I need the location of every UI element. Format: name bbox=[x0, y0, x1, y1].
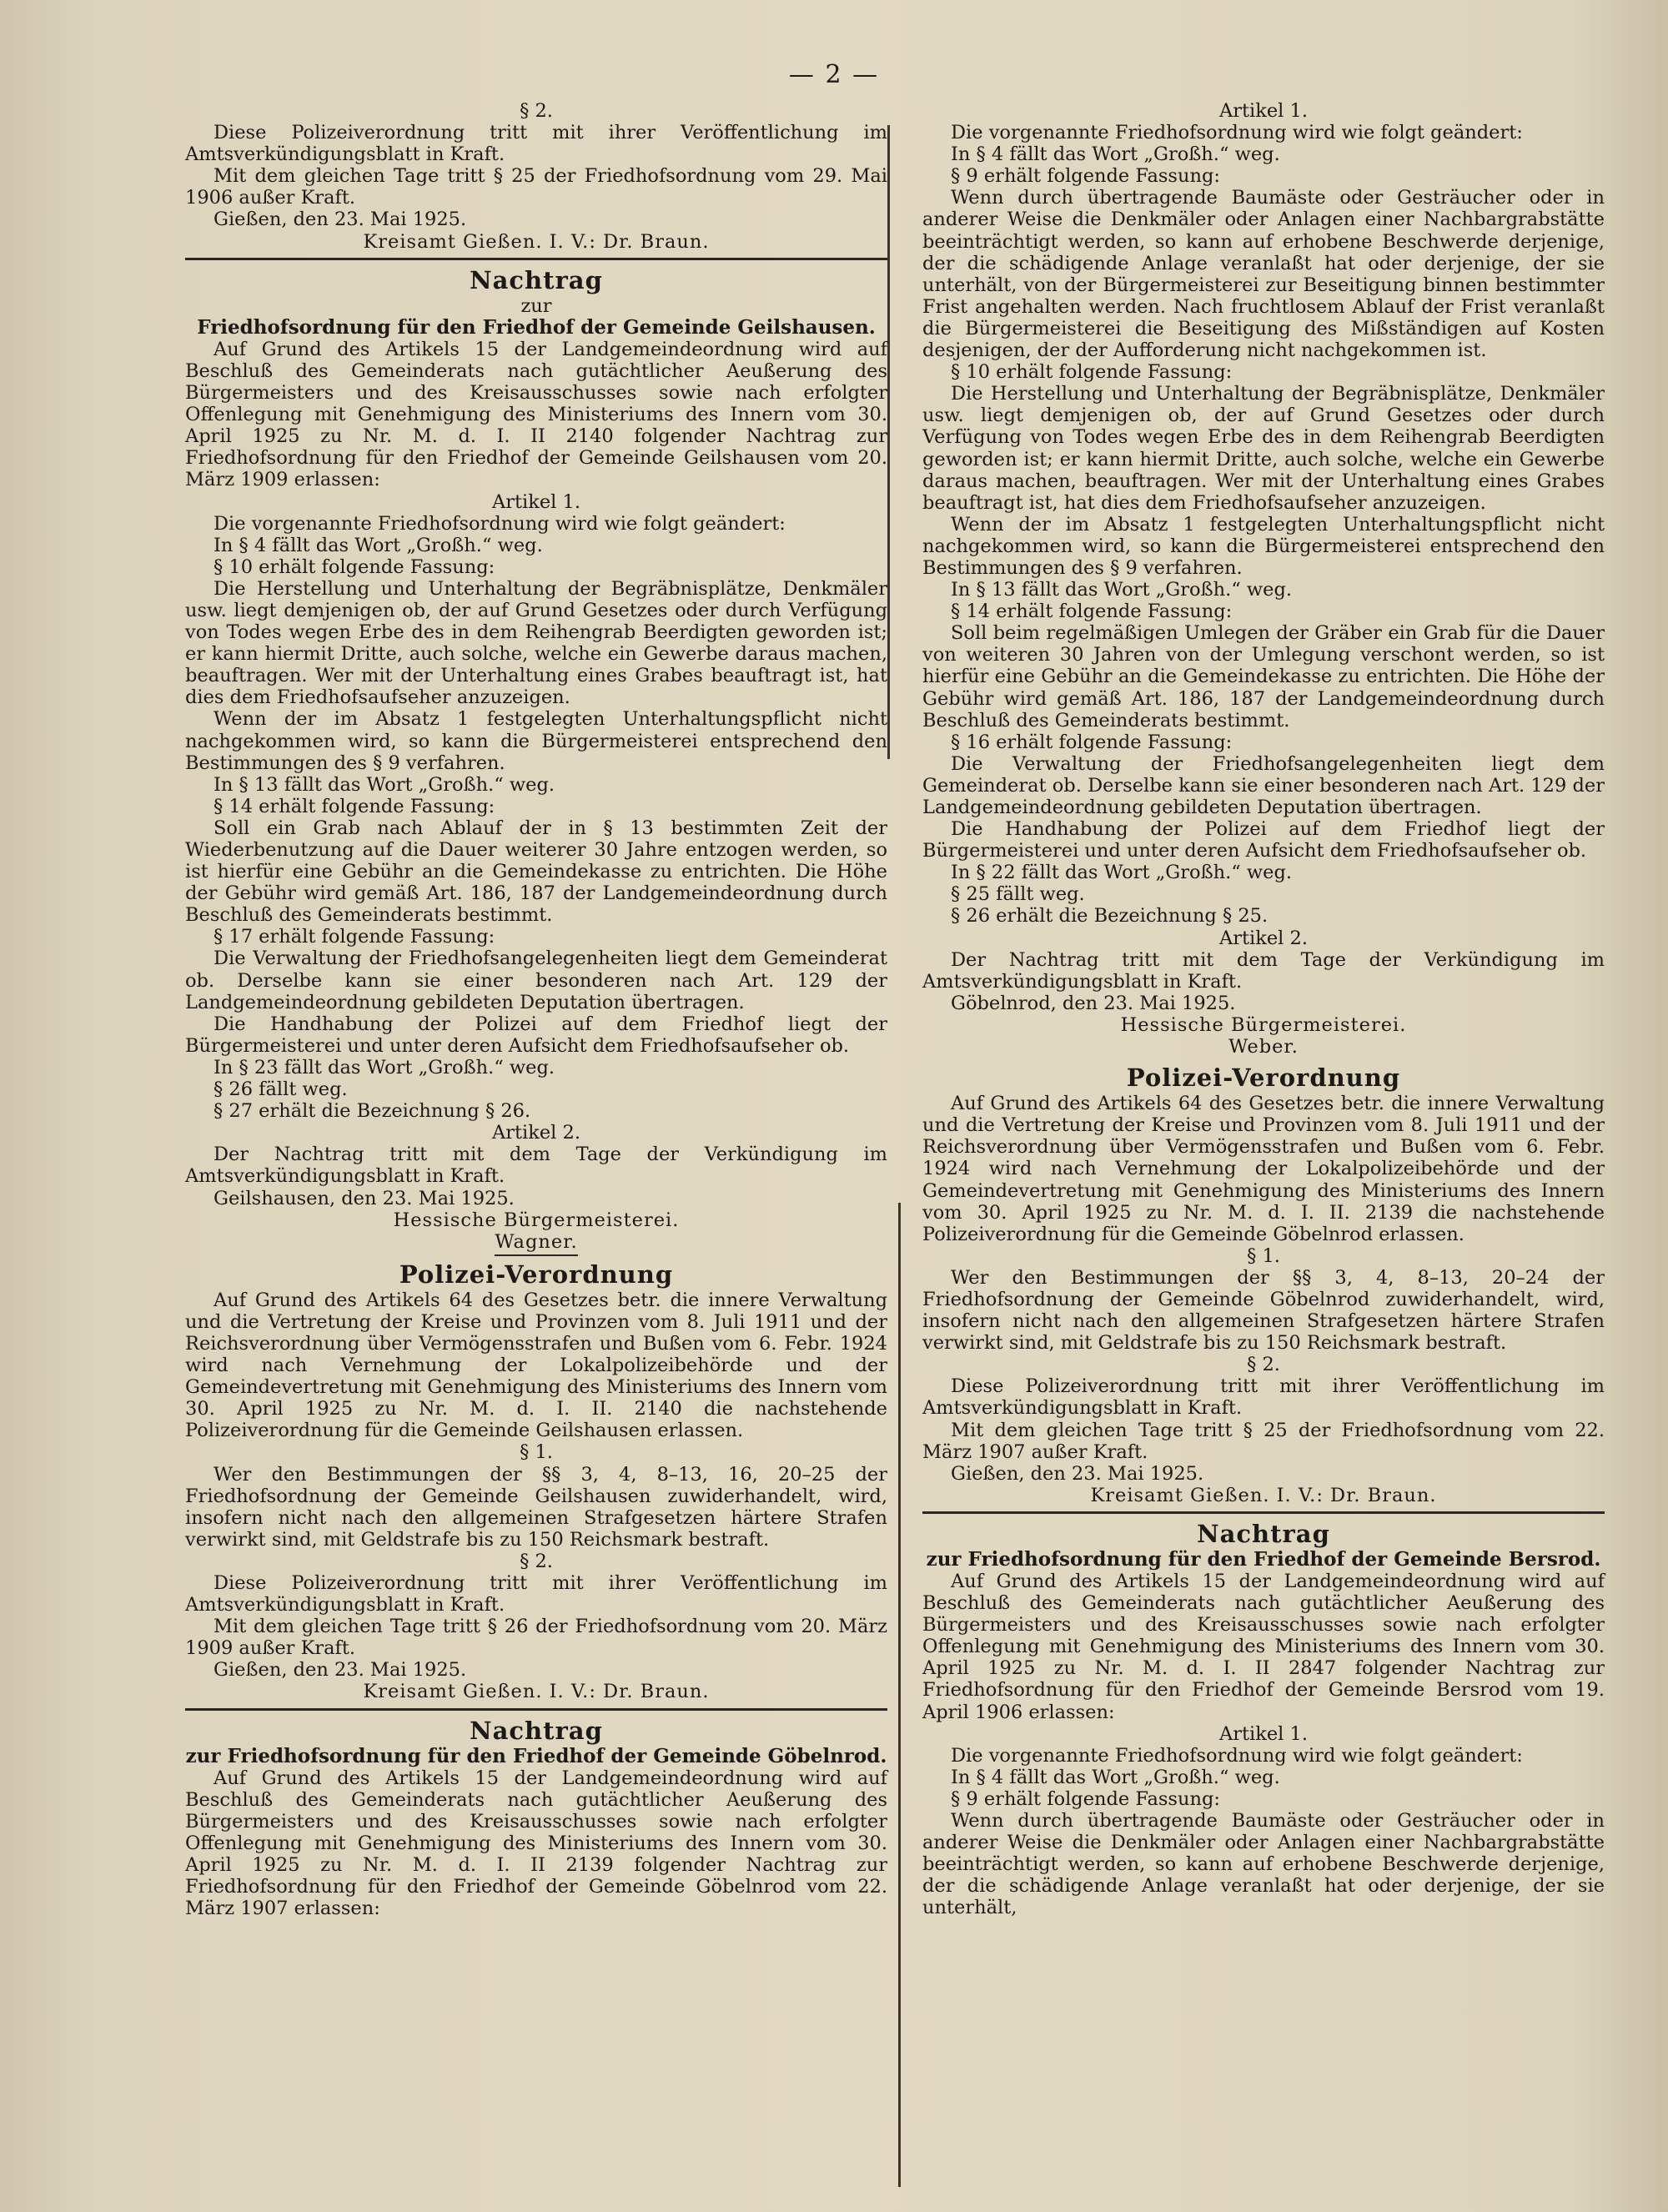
paragraph: Wenn der im Absatz 1 festgelegten Unterhaltungspflicht nicht nachgekommen wird, so kann die Bürgermeisterei entsprechend den Bestimmungen des § 9 verfahren. bbox=[922, 513, 1605, 579]
centered-line: § 1. bbox=[1247, 1244, 1280, 1267]
centered-line: § 1. bbox=[520, 1441, 553, 1464]
paragraph: Auf Grund des Artikels 64 des Gesetzes betr. die innere Verwaltung und die Vertretung der Kreise und Provinzen vom 8. Juli 1911 und der Reichsverordnung über Vermögensstrafen und Bußen vom 6. Febr. 1924 wird nach Vernehmung der Lokalpolizeibehörde und der Gemeindevertretung mit Genehmigung des Ministeriums des Innern vom 30. April 1925 zu Nr. M. d. I. II. 2139 die nachstehende Polizeiverordnung für die Gemeinde Göbelnrod erlassen. bbox=[922, 1093, 1605, 1245]
signature-line: Weber. bbox=[1228, 1036, 1299, 1058]
paragraph: § 27 erhält die Bezeichnung § 26. bbox=[214, 1100, 531, 1123]
centered-line: Artikel 2. bbox=[1218, 927, 1308, 949]
paragraph: Die vorgenannte Friedhofsordnung wird wie folgt geändert: bbox=[951, 1744, 1523, 1767]
paragraph: Die Handhabung der Polizei auf dem Friedhof liegt der Bürgermeisterei und unter deren Aufsicht dem Friedhofsaufseher ob. bbox=[185, 1013, 887, 1057]
paragraph: Diese Polizeiverordnung tritt mit ihrer Veröffentlichung im Amtsverkündigungsblatt in Kraft. bbox=[185, 122, 887, 166]
centered-line: Artikel 1. bbox=[491, 490, 580, 513]
centered-line: zur bbox=[520, 294, 552, 317]
paragraph: Gießen, den 23. Mai 1925. bbox=[214, 209, 467, 231]
paragraph: Die vorgenannte Friedhofsordnung wird wie folgt geändert: bbox=[951, 122, 1523, 144]
paragraph: § 14 erhält folgende Fassung: bbox=[951, 601, 1233, 623]
centered-line: § 2. bbox=[520, 100, 553, 122]
paragraph: Die Herstellung und Unterhaltung der Begräbnisplätze, Denkmäler usw. liegt demjenigen ob, der auf Grund Gesetzes oder durch Verfügung von Todes wegen Erbe des in dem Reihengrab Beerdigten geworden ist; er kann hiermit Dritte, auch solche, welche ein Gewerbe daraus machen, beauftragen. Wer mit der Unterhaltung eines Grabes beauftragt ist, hat dies dem Friedhofsaufseher anzuzeigen. bbox=[922, 383, 1605, 514]
section-subheading: zur Friedhofsordnung für den Friedhof der Gemeinde Göbelnrod. bbox=[185, 1744, 887, 1767]
section-divider bbox=[185, 1708, 887, 1711]
paragraph: Auf Grund des Artikels 15 der Landgemeindeordnung wird auf Beschluß des Gemeinderats nach gutächtlicher Aeußerung des Bürgermeisters und des Kreisausschusses sowie nach erfolgter Offenlegung mit Genehmigung des Ministeriums des Innern vom 30. April 1925 zu Nr. M. d. I. II 2847 folgender Nachtrag zur Friedhofsordnung für den Friedhof der Gemeinde Bersrod vom 19. April 1906 erlassen: bbox=[922, 1571, 1605, 1723]
paragraph: § 26 erhält die Bezeichnung § 25. bbox=[951, 905, 1269, 928]
paragraph: Göbelnrod, den 23. Mai 1925. bbox=[951, 992, 1236, 1014]
paragraph: In § 22 fällt das Wort „Großh.“ weg. bbox=[951, 862, 1293, 884]
paragraph: Die Verwaltung der Friedhofsangelegenheiten liegt dem Gemeinderat ob. Derselbe kann sie einer besonderen nach Art. 129 der Landgemeindeordnung gebildeten Deputation übertragen. bbox=[185, 948, 887, 1013]
paragraph: Die vorgenannte Friedhofsordnung wird wie folgt geändert: bbox=[214, 512, 786, 535]
paragraph: § 16 erhält folgende Fassung: bbox=[951, 731, 1233, 753]
section-subheading: Friedhofsordnung für den Friedhof der Gemeinde Geilshausen. bbox=[197, 315, 876, 339]
centered-line: Artikel 1. bbox=[1218, 100, 1308, 122]
paragraph: § 26 fällt weg. bbox=[214, 1078, 348, 1101]
column-divider-upper bbox=[887, 125, 890, 759]
paragraph: Wer den Bestimmungen der §§ 3, 4, 8–13, 16, 20–25 der Friedhofsordnung der Gemeinde Geilshausen zuwiderhandelt, wird, insofern nicht nach den allgemeinen Strafgesetzen härtere Strafen verwirkt sind, mit Geldstrafe bis zu 150 Reichsmark bestraft. bbox=[185, 1463, 887, 1551]
section-heading: Nachtrag bbox=[470, 1716, 603, 1745]
paragraph: Auf Grund des Artikels 15 der Landgemeindeordnung wird auf Beschluß des Gemeinderats nach gutächtlicher Aeußerung des Bürgermeisters und des Kreisausschusses sowie nach erfolgter Offenlegung mit Genehmigung des Ministeriums des Innern vom 30. April 1925 zu Nr. M. d. I. II 2140 folgender Nachtrag zur Friedhofsordnung für den Friedhof der Gemeinde Geilshausen vom 20. März 1909 erlassen: bbox=[185, 338, 887, 491]
paragraph: Mit dem gleichen Tage tritt § 25 der Friedhofsordnung vom 29. Mai 1906 außer Kraft. bbox=[185, 165, 887, 209]
paragraph: Gießen, den 23. Mai 1925. bbox=[214, 1659, 467, 1682]
section-subheading: zur Friedhofsordnung für den Friedhof der Gemeinde Bersrod. bbox=[926, 1547, 1601, 1571]
signature-line: Kreisamt Gießen. I. V.: Dr. Braun. bbox=[363, 1681, 710, 1703]
paragraph: Mit dem gleichen Tage tritt § 25 der Friedhofsordnung vom 22. März 1907 außer Kraft. bbox=[922, 1419, 1605, 1463]
page-number: — 2 — bbox=[788, 60, 880, 89]
left-column bbox=[185, 100, 887, 1919]
paragraph: In § 4 fällt das Wort „Großh.“ weg. bbox=[214, 534, 543, 556]
paragraph: Soll beim regelmäßigen Umlegen der Gräber ein Grab für die Dauer von weiteren 30 Jahren von der Umlegung verschont werden, so ist hierfür eine Gebühr an die Gemeindekasse zu entrichten. Die Höhe der Gebühr wird gemäß Art. 186, 187 der Landgemeindeordnung durch Beschluß des Gemeinderats bestimmt. bbox=[922, 622, 1605, 731]
section-heading: Nachtrag bbox=[470, 265, 603, 294]
paragraph: Gießen, den 23. Mai 1925. bbox=[951, 1462, 1204, 1485]
paragraph: Die Verwaltung der Friedhofsangelegenheiten liegt dem Gemeinderat ob. Derselbe kann sie einer besonderen nach Art. 129 der Landgemeindeordnung gebildeten Deputation übertragen. bbox=[922, 752, 1605, 818]
paragraph: Wenn der im Absatz 1 festgelegten Unterhaltungspflicht nicht nachgekommen wird, so kann die Bürgermeisterei entsprechend den Bestimmungen des § 9 verfahren. bbox=[185, 708, 887, 774]
section-heading: Polizei-Verordnung bbox=[399, 1259, 674, 1289]
paragraph: § 25 fällt weg. bbox=[951, 883, 1085, 906]
paragraph: Mit dem gleichen Tage tritt § 26 der Friedhofsordnung vom 20. März 1909 außer Kraft. bbox=[185, 1616, 887, 1660]
paragraph: § 9 erhält folgende Fassung: bbox=[951, 165, 1220, 188]
paragraph: Wenn durch übertragende Baumäste oder Gesträucher oder in anderer Weise die Denkmäler oder Anlagen einer Nachbargrabstätte beeinträchtigt werden, so kann auf erhobene Beschwerde derjenige, der die schädigende Anlage veranlaßt hat oder derjenige, der sie unterhält, bbox=[922, 1810, 1605, 1919]
paragraph: Auf Grund des Artikels 64 des Gesetzes betr. die innere Verwaltung und die Vertretung der Kreise und Provinzen vom 8. Juli 1911 und der Reichsverordnung über Vermögensstrafen und Bußen vom 6. Febr. 1924 wird nach Vernehmung der Lokalpolizeibehörde und der Gemeindevertretung mit Genehmigung des Ministeriums des Innern vom 30. April 1925 zu Nr. M. d. I. II. 2140 die nachstehende Polizeiverordnung für die Gemeinde Geilshausen erlassen. bbox=[185, 1289, 887, 1442]
right-column bbox=[922, 100, 1605, 1919]
centered-line: § 2. bbox=[1247, 1354, 1280, 1376]
paragraph: In § 13 fällt das Wort „Großh.“ weg. bbox=[951, 579, 1293, 601]
paragraph: Diese Polizeiverordnung tritt mit ihrer Veröffentlichung im Amtsverkündigungsblatt in Kraft. bbox=[922, 1375, 1605, 1420]
signature-line: Hessische Bürgermeisterei. bbox=[1120, 1013, 1407, 1036]
centered-line: Artikel 1. bbox=[1218, 1722, 1308, 1745]
signature-line: Hessische Bürgermeisterei. bbox=[393, 1209, 680, 1231]
section-divider bbox=[185, 258, 887, 260]
paragraph: Die Herstellung und Unterhaltung der Begräbnisplätze, Denkmäler usw. liegt demjenigen ob, der auf Grund Gesetzes oder durch Verfügung von Todes wegen Erbe des in dem Reihengrab Beerdigten geworden ist; er kann hiermit Dritte, auch solche, welche ein Gewerbe daraus machen, beauftragen. Wer mit der Unterhaltung eines Grabes beauftragt ist, hat dies dem Friedhofsaufseher anzuzeigen. bbox=[185, 577, 887, 709]
paragraph: Wenn durch übertragende Baumäste oder Gesträucher oder in anderer Weise die Denkmäler oder Anlagen einer Nachbargrabstätte beeinträchtigt werden, so kann auf erhobene Beschwerde derjenige, der die schädigende Anlage veranlaßt hat oder derjenige, der sie unterhält, von der Bürgermeisterei zur Beseitigung binnen bestimmter Frist angehalten werden. Nach fruchtlosem Ablauf der Frist veranlaßt die Bürgermeisterei die Beseitigung des Mißständigen auf Kosten desjenigen, der der Aufforderung nicht nachgekommen ist. bbox=[922, 187, 1605, 362]
paragraph: In § 13 fällt das Wort „Großh.“ weg. bbox=[214, 773, 555, 796]
section-heading: Polizei-Verordnung bbox=[1126, 1063, 1401, 1093]
signature-line: Kreisamt Gießen. I. V.: Dr. Braun. bbox=[1090, 1484, 1437, 1506]
paragraph: In § 4 fällt das Wort „Großh.“ weg. bbox=[951, 143, 1280, 166]
paragraph: Soll ein Grab nach Ablauf der in § 13 bestimmten Zeit der Wiederbenutzung auf die Dauer weiterer 30 Jahre entzogen werden, so ist hierfür eine Gebühr an die Gemeindekasse zu entrichten. Die Höhe der Gebühr wird gemäß Art. 186, 187 der Landgemeindeordnung durch Beschluß des Gemeinderats bestimmt. bbox=[185, 817, 887, 927]
paragraph: § 17 erhält folgende Fassung: bbox=[214, 926, 495, 948]
paragraph: § 10 erhält folgende Fassung: bbox=[214, 556, 495, 578]
paragraph: Diese Polizeiverordnung tritt mit ihrer Veröffentlichung im Amtsverkündigungsblatt in Kraft. bbox=[185, 1572, 887, 1616]
signature-line: Kreisamt Gießen. I. V.: Dr. Braun. bbox=[363, 230, 710, 253]
paragraph: Geilshausen, den 23. Mai 1925. bbox=[214, 1187, 515, 1209]
section-divider bbox=[922, 1511, 1605, 1514]
paragraph: § 9 erhält folgende Fassung: bbox=[951, 1787, 1220, 1810]
paragraph: In § 4 fällt das Wort „Großh.“ weg. bbox=[951, 1766, 1280, 1788]
centered-line: Artikel 2. bbox=[491, 1122, 580, 1144]
paragraph: § 14 erhält folgende Fassung: bbox=[214, 795, 495, 817]
column-divider-lower bbox=[898, 1203, 901, 2187]
section-heading: Nachtrag bbox=[1197, 1519, 1330, 1548]
signature-line: Wagner. bbox=[495, 1230, 578, 1253]
paragraph: § 10 erhält folgende Fassung: bbox=[951, 361, 1233, 384]
paragraph: In § 23 fällt das Wort „Großh.“ weg. bbox=[214, 1056, 555, 1078]
paragraph: Auf Grund des Artikels 15 der Landgemeindeordnung wird auf Beschluß des Gemeinderats nach gutächtlicher Aeußerung des Bürgermeisters und des Kreisausschusses sowie nach erfolgter Offenlegung mit Genehmigung des Ministeriums des Innern vom 30. April 1925 zu Nr. M. d. I. II 2139 folgender Nachtrag zur Friedhofsordnung für den Friedhof der Gemeinde Göbelnrod vom 22. März 1907 erlassen: bbox=[185, 1767, 887, 1920]
short-divider bbox=[495, 1254, 578, 1256]
paragraph: Der Nachtrag tritt mit dem Tage der Verkündigung im Amtsverkündigungsblatt in Kraft. bbox=[185, 1144, 887, 1188]
paragraph: Wer den Bestimmungen der §§ 3, 4, 8–13, 20–24 der Friedhofsordnung der Gemeinde Göbelnrod zuwiderhandelt, wird, insofern nicht nach den allgemeinen Strafgesetzen härtere Strafen verwirkt sind, mit Geldstrafe bis zu 150 Reichsmark bestraft. bbox=[922, 1266, 1605, 1355]
paragraph: Der Nachtrag tritt mit dem Tage der Verkündigung im Amtsverkündigungsblatt in Kraft. bbox=[922, 948, 1605, 993]
centered-line: § 2. bbox=[520, 1550, 553, 1572]
paragraph: Die Handhabung der Polizei auf dem Friedhof liegt der Bürgermeisterei und unter deren Aufsicht dem Friedhofsaufseher ob. bbox=[922, 818, 1605, 862]
